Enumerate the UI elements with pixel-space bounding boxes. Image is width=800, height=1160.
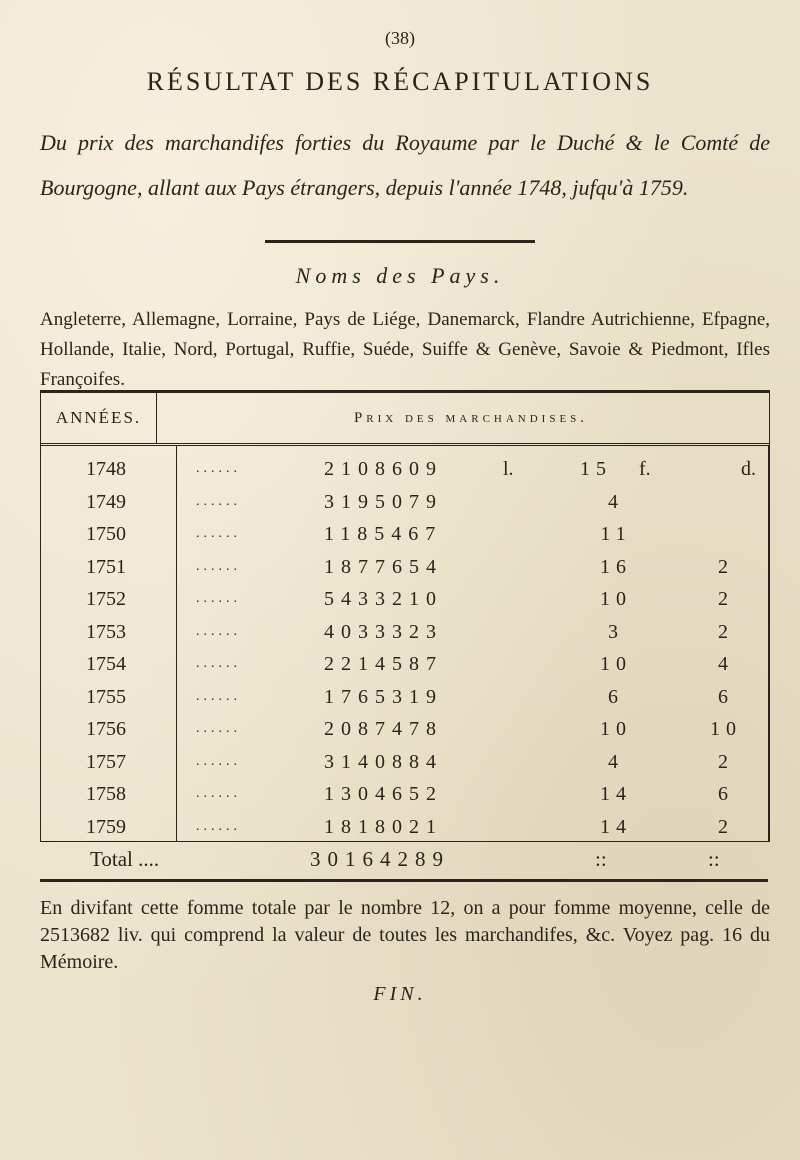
table-row [41,486,769,518]
price-table [40,390,770,842]
closing-paragraph: En divifant cette fomme totale par le nombre 12, on a pour fomme moyenne, celle de 2513682 liv. qui comprend la valeur de toutes les marchandifes, &c. Voyez pag. 16 du Mémoire. [40,897,770,973]
row-livres: 2087478 [324,718,443,740]
row-livres: 1185467 [324,523,443,545]
row-deniers: 6 [718,685,734,708]
total-label: Total .... [90,847,160,871]
row-sols: 10 [600,588,632,610]
subtitle: Du prix des marchandifes forties du Royaume par le Duché & le Comté de Bourgogne, allant aux Pays étrangers, depuis l'année 1748, jufqu'à 1759. [40,130,770,200]
row-leader: ...... [196,721,241,736]
row-sols: 4 [608,750,624,773]
row-sols: 10 [600,718,632,740]
table-row [41,583,769,615]
row-leader: ...... [196,493,241,509]
row-deniers: 2 [718,588,734,610]
row-livres: 2108609 [324,458,443,480]
row-year: 1749 [86,490,126,513]
row-sols: 4 [608,490,624,513]
page-number: (38) [385,28,415,48]
row-deniers: 2 [718,815,734,838]
row-leader: ...... [196,623,241,639]
total-deniers: :: [708,847,720,871]
row-leader: ...... [196,688,241,704]
page-title: RÉSULTAT DES RÉCAPITULATIONS [146,67,654,96]
row-leader: ...... [196,753,241,769]
row-year: 1751 [86,555,126,578]
row-livres: 1818021 [324,815,443,838]
header-prices: Prix des marchandises. [353,410,589,426]
row-year: 1748 [86,458,126,480]
table-row [41,746,769,778]
table-header [41,393,769,446]
row-leader: ...... [196,818,241,834]
row-leader: ...... [196,461,241,476]
row-livres: 5433210 [324,588,443,610]
country-list: Angleterre, Allemagne, Lorraine, Pays de Liége, Danemarck, Flandre Autrichienne, Efpagne, Hollande, Italie, Nord, Portugal, Ruffie, Suéde, Suiffe & Genève, Savoie & Piedmont, Ifles Françoifes. [40,309,770,390]
table-row [41,713,769,745]
unit-deniers: d. [741,458,756,480]
row-sols: 15 [580,458,612,480]
row-deniers: 6 [718,783,734,805]
table-row [41,681,769,713]
row-livres: 2214587 [324,653,443,675]
fin-text: FIN. [373,983,427,1005]
row-sols: 10 [600,653,632,675]
row-sols: 14 [600,783,632,805]
table-row [41,453,769,485]
total-rule [40,879,768,882]
row-year: 1752 [86,588,126,610]
row-livres: 1877654 [324,555,443,578]
row-deniers: 2 [718,555,734,578]
row-leader: ...... [196,656,241,671]
table-row [41,551,769,583]
row-livres: 3140884 [324,750,443,773]
total-value: 30164289 [310,847,450,871]
row-year: 1753 [86,620,126,643]
table-row [41,811,769,843]
total-sols: :: [595,847,607,871]
table-row [41,648,769,680]
row-leader: ...... [196,558,241,574]
section-heading: Noms des Pays. [295,263,505,288]
heavy-rule [265,240,535,243]
row-year: 1756 [86,718,126,740]
row-sols: 6 [608,685,624,708]
row-year: 1750 [86,523,126,545]
row-leader: ...... [196,526,241,541]
row-deniers: 2 [718,750,734,773]
row-livres: 4033323 [324,620,443,643]
row-deniers: 10 [710,718,742,740]
row-sols: 16 [600,555,632,578]
unit-livres: l. [503,458,514,480]
row-livres: 3195079 [324,490,443,513]
row-livres: 1765319 [324,685,443,708]
row-year: 1758 [86,783,126,805]
row-leader: ...... [196,591,241,606]
table-row [41,518,769,550]
row-year: 1755 [86,685,126,708]
header-divider [156,393,157,443]
row-leader: ...... [196,786,241,801]
row-livres: 1304652 [324,783,443,805]
table-row [41,778,769,810]
header-years: ANNÉES. [55,408,142,427]
table-row [41,616,769,648]
row-year: 1759 [86,815,126,838]
row-deniers: 4 [718,653,734,675]
row-sols: 14 [600,815,632,838]
total-row [0,843,800,875]
row-deniers: 2 [718,620,734,643]
unit-sols: f. [639,458,651,480]
row-sols: 11 [600,523,632,545]
row-year: 1754 [86,653,126,675]
row-year: 1757 [86,750,126,773]
row-sols: 3 [608,620,624,643]
